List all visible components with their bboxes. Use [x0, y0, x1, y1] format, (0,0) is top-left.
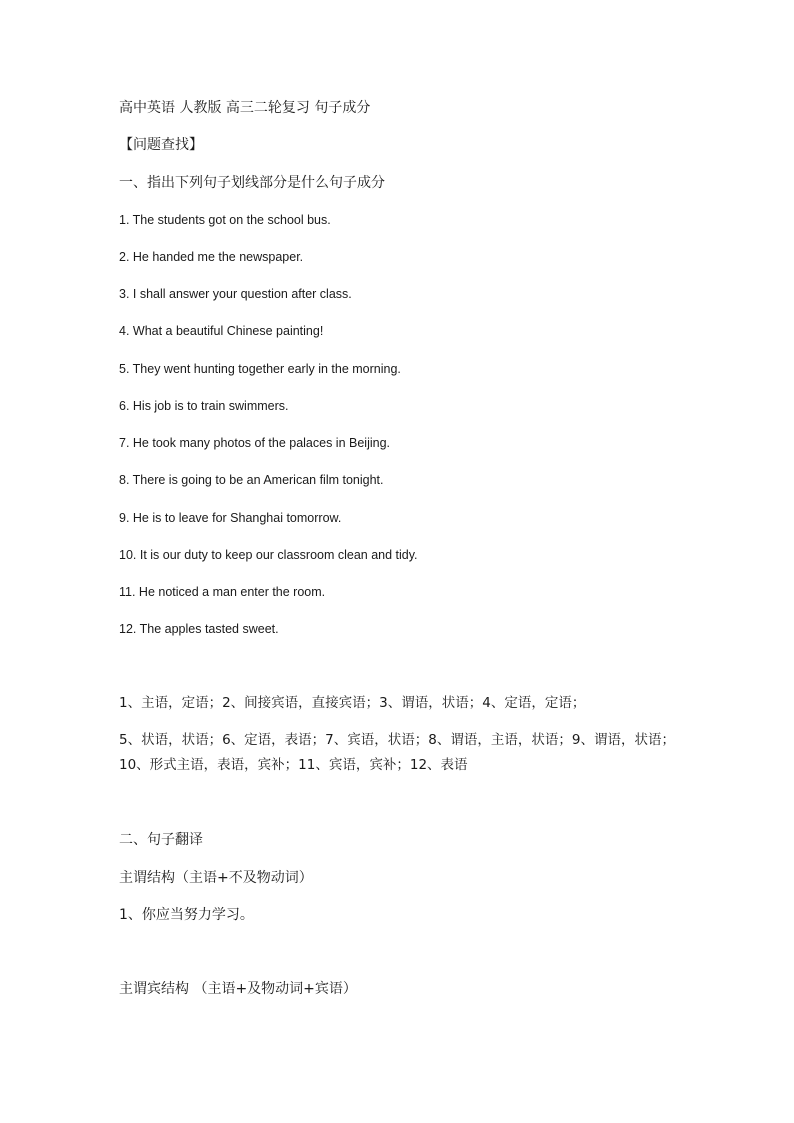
answer-line: 1、主语，定语；2、间接宾语，直接宾语；3、谓语，状语；4、定语，定语；: [119, 695, 586, 711]
sentence-item: 1. The students got on the school bus.: [119, 213, 331, 227]
sentence-item: 4. What a beautiful Chinese painting!: [119, 324, 324, 338]
sentence-item: 11. He noticed a man enter the room.: [119, 585, 326, 599]
sentence-item: 12. The apples tasted sweet.: [119, 622, 279, 636]
sentence-item: 2. He handed me the newspaper.: [119, 250, 304, 264]
sentence-item: 6. His job is to train swimmers.: [119, 399, 289, 413]
structure-heading: 主谓宾结构 （主语+及物动词+宾语）: [119, 981, 357, 997]
sentence-item: 10. It is our duty to keep our classroom clean and tidy.: [119, 548, 418, 562]
sentence-item: 3. I shall answer your question after class.: [119, 287, 352, 301]
sentence-item: 8. There is going to be an American film tonight.: [119, 473, 384, 487]
sentence-item: 9. He is to leave for Shanghai tomorrow.: [119, 511, 342, 525]
answer-line: 5、状语，状语；6、定语，表语；7、宾语，状语；8、谓语，主语，状语；9、谓语，状语；: [119, 732, 675, 748]
part2-heading: 二、句子翻译: [119, 832, 203, 848]
sentence-item: 7. He took many photos of the palaces in Beijing.: [119, 436, 390, 450]
part1-heading: 一、指出下列句子划线部分是什么句子成分: [119, 175, 385, 191]
translation-item: 1、你应当努力学习。: [119, 907, 254, 923]
section-problem-heading: 【问题查找】: [119, 137, 203, 153]
answer-line: 10、形式主语，表语，宾补；11、宾语，宾补；12、表语: [119, 757, 468, 773]
sentence-item: 5. They went hunting together early in the morning.: [119, 362, 401, 376]
document-title: 高中英语 人教版 高三二轮复习 句子成分: [119, 100, 371, 116]
structure-heading: 主谓结构（主语+不及物动词）: [119, 870, 313, 886]
